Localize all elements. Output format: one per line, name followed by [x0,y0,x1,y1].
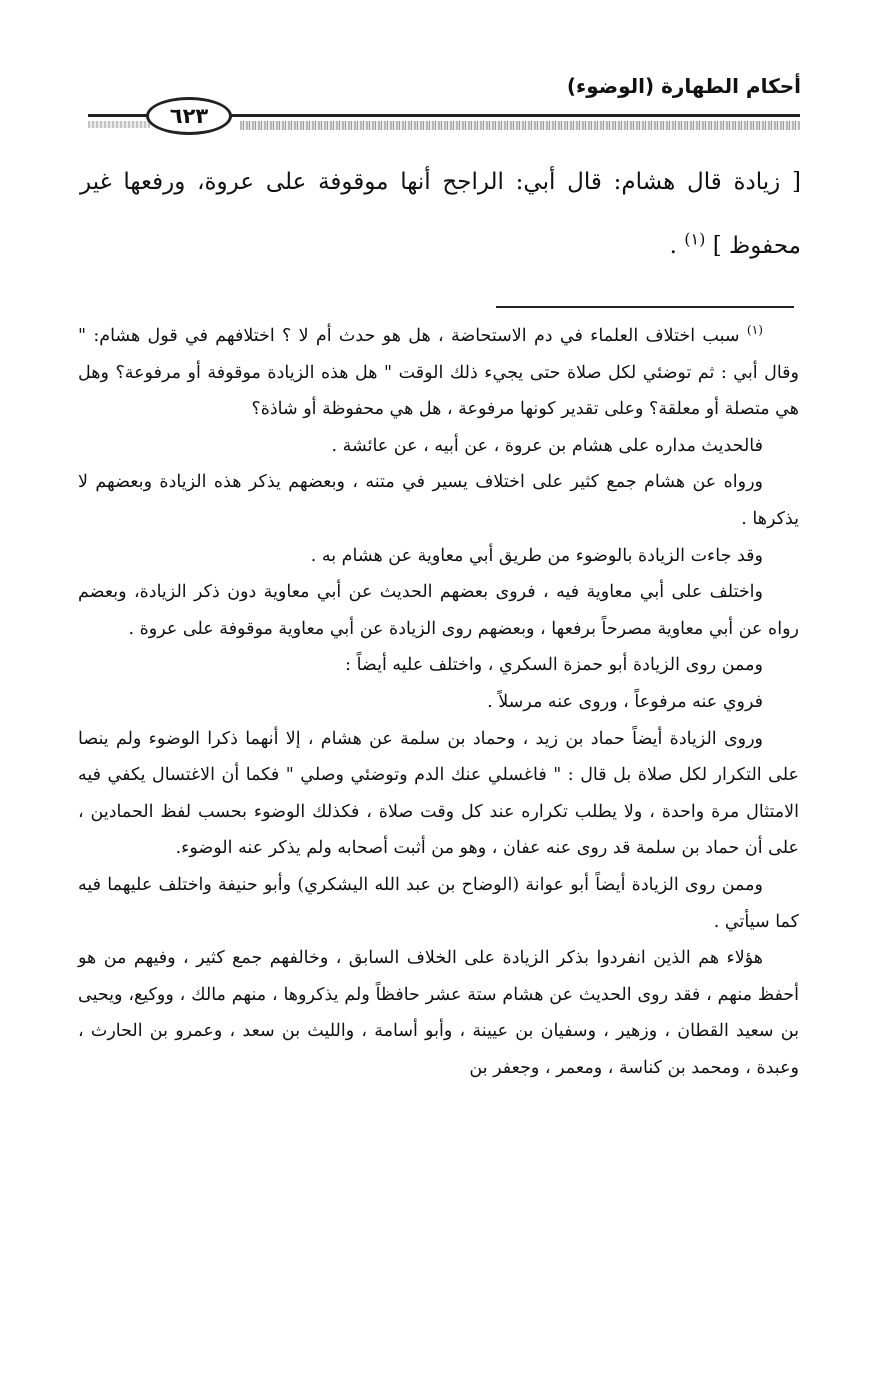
header-ornament-rule [240,121,800,130]
footnote-paragraph: ورواه عن هشام جمع كثير على اختلاف يسير في متنه ، وبعضهم يذكر هذه الزيادة وبعضهم لا يذكرها . [78,472,799,529]
page-number-text: ٦٢٣ [169,104,209,128]
footnote-paragraph: وممن روى الزيادة أبو حمزة السكري ، واختلف عليه أيضاً : [345,655,763,676]
footnote-paragraph: فالحديث مداره على هشام بن عروة ، عن أبيه ، عن عائشة . [331,435,763,456]
footnotes [78,318,799,1086]
footnote-paragraph: هؤلاء هم الذين انفردوا بذكر الزيادة على الخلاف السابق ، وخالفهم جمع كثير ، وفيهم من هو أحفظ منهم ، فقد روى الحديث عن هشام ستة عشر حافظاً ولم يذكروها ، منهم مالك ، ووكيع، ويحيى بن سعيد القطان ، وزهير ، وسفيان بن عيينة ، وأبو أسامة ، والليث بن سعد ، وعمرو بن الحارث ، وعبدة ، ومحمد بن كناسة ، ومعمر ، وجعفر بن [78,948,799,1078]
footnote-paragraph: واختلف على أبي معاوية فيه ، فروى بعضهم الحديث عن أبي معاوية دون ذكر الزيادة، وبعضم رواه عن أبي معاوية مصرحاً برفعها ، وبعضهم روى الزيادة عن أبي معاوية موقوفة على عروة . [78,582,799,639]
footnote-paragraph: وروى الزيادة أيضاً حماد بن زيد ، وحماد بن سلمة عن هشام ، إلا أنهما ذكرا الوضوء ولم ينصا على التكرار لكل صلاة بل قال : " فاغسلي عنك الدم وتوضئي وصلي " فكما أن الاغتسال يكفي فيه الامتثال مرة واحدة ، ولا يطلب تكراره عند كل وقت صلاة ، فكذلك الوضوء بحسب لفظ الحمادين ، على أن حماد بن سلمة قد روى عنه عفان ، وهو من أثبت أصحابه ولم يذكر عنه الوضوء. [78,728,799,859]
running-title: أحكام الطهارة (الوضوء) [566,74,801,98]
footnote-separator [496,306,794,308]
page-number [146,97,232,135]
footnote-paragraph-text: سبب اختلاف العلماء في دم الاستحاضة ، هل هو حدث أم لا ؟ اختلافهم في قول هشام: " وقال أبي : ثم توضئي لكل صلاة حتى يجيء ذلك الوقت " هل هذه الزيادة موقوفة أو مرفوعة؟ وهل هي متصلة أو معلقة؟ وعلى تقدير كونها مرفوعة ، هل هي محفوظة أو شاذة؟ [78,326,799,420]
footnote-paragraph [78,318,799,428]
main-text-body: [ زيادة قال هشام: قال أبي: الراجح أنها موقوفة على عروة، ورفعها غير محفوظ ] [80,169,801,259]
header-ornament-rule-left [88,121,150,128]
footnote-reference: (١) [684,229,706,249]
footnote-paragraph: فروي عنه مرفوعاً ، وروى عنه مرسلاً . [487,691,763,712]
main-text [80,150,801,278]
footnote-marker: (١) [746,323,763,338]
footnote-paragraph: وممن روى الزيادة أيضاً أبو عوانة (الوضاح بن عبد الله اليشكري) وأبو حنيفة واختلف عليهما فيه كما سيأتي . [78,874,799,932]
main-text-end: . [669,233,685,259]
footnote-paragraph: وقد جاءت الزيادة بالوضوء من طريق أبي معاوية عن هشام به . [310,545,763,566]
